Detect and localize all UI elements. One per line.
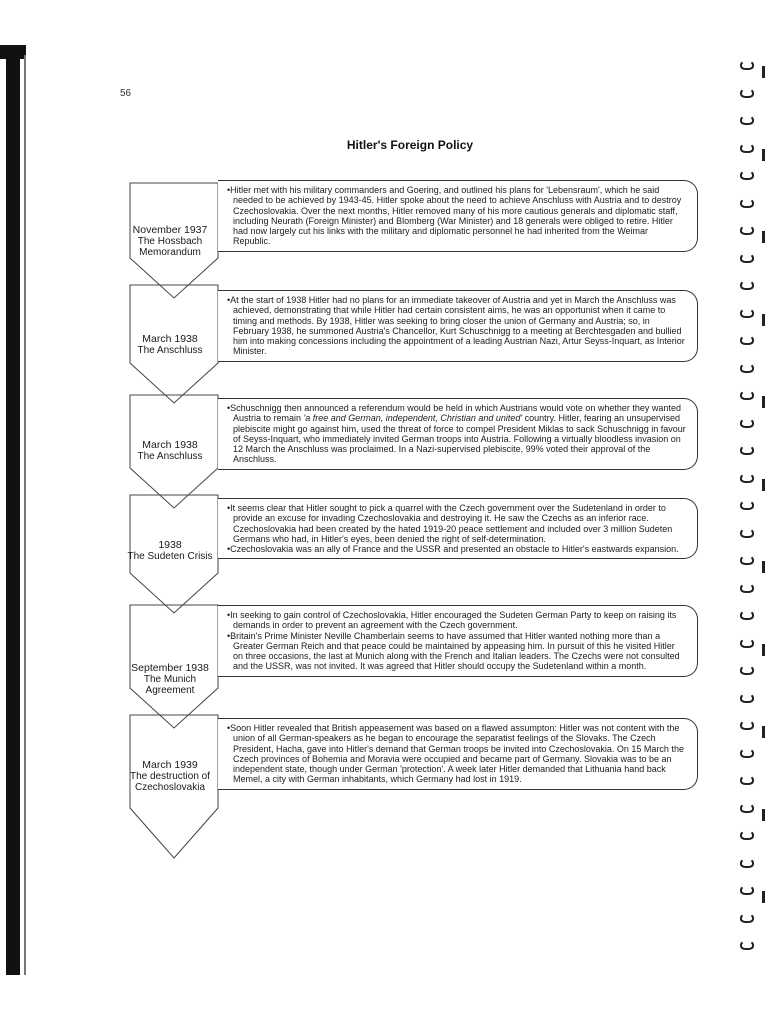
timeline-label: [120, 440, 220, 462]
binder-ring: [740, 665, 754, 675]
binder-tick: [762, 149, 765, 161]
binder-ring: [740, 583, 754, 593]
event-bullet: • At the start of 1938 Hitler had no plans for an immediate takeover of Austria and yet in March the Anschluss was achieved, demonstrating that while Hitler had certain consistent aims, he was an opportunist when it came to timing and methods. By 1938, Hitler was seeking to bring closer the union of Germany and Austria; so, in February 1938, he summoned Austria's Chancellor, Kurt Schuschnigg to a meeting at Berchtesgaden and bullied him into making concessions including the appointment of a leading Austrian Nazi, Artur Seyss-Inquart, as Interior Minister.: [226, 295, 687, 357]
event-name: The Munich Agreement: [143, 674, 197, 696]
event-date: November 1937: [132, 224, 208, 236]
binder-ring: [740, 60, 754, 70]
event-bullet: • In seeking to gain control of Czechoslovakia, Hitler encouraged the Sudeten German Party to keep on raising its demands in order to prevent an agreement with the Czech government.: [226, 610, 687, 631]
binder-ring: [740, 803, 754, 813]
event-date: September 1938: [131, 662, 209, 674]
event-box-czech-destruction: [218, 718, 698, 790]
quoted-phrase: 'a free and German, independent, Christian and united': [303, 413, 523, 424]
binder-tick: [762, 66, 765, 78]
binder-ring: [740, 390, 754, 400]
event-bullet: • Soon Hitler revealed that British appeasement was based on a flawed assumpton: Hitler was not content with the union of all German-speakers as he began to encourage the separatist feelings of the Slovaks. The Czech President, Hacha, gave into Hitler's demand that German troops be invited into Czechoslovakia. On 15 March the Czech provinces of Bohemia and Moravia were occupied and became part of Germany. Slovakia was to be an independent state, though under German 'protection'. A week later Hitler demanded that Lithuania hand back Memel, a city with German inhabitants, which Germany had lost in 1919.: [226, 723, 687, 785]
event-bullet: • Britain's Prime Minister Neville Chamberlain seems to have assumed that Hitler wanted nothing more than a Greater German Reich and that peace could be maintained by appeasing him. In pursuit of this he visited Hitler on three occasions, the last at Munich along with the French and Italian leaders. The Czechs were not consulted and the USSR, was not invited. It was agreed that Hitler should occupy the Sudetenland within a month.: [226, 631, 687, 672]
binder-ring: [740, 198, 754, 208]
binder-ring: [740, 225, 754, 235]
timeline-label: [120, 663, 220, 696]
binder-ring: [740, 555, 754, 565]
binder-ring: [740, 693, 754, 703]
binder-ring: [740, 88, 754, 98]
event-bullet: • Hitler met with his military commanders and Goering, and outlined his plans for 'Lebensraum', which he said needed to be achieved by 1943-45. Hitler spoke about the need to achieve Anschluss with Austria and to destroy Czechoslovakia. Over the next months, Hitler removed many of his more cautious generals and diplomatic staff, including Neurath (Foreign Minister) and Blomberg (War Minister) and 18 generals were obliged to retire. Hitler had now largely cut his links with the military and diplomatic personnel he had inherited from the Weimar Republic.: [226, 185, 687, 247]
event-date: March 1938: [142, 439, 198, 451]
timeline-label: [120, 760, 220, 793]
binder-ring: [740, 940, 754, 950]
binder-ring: [740, 748, 754, 758]
event-box-anschluss-1: [218, 290, 698, 362]
binder-ring: [740, 720, 754, 730]
binder-rings: [738, 60, 766, 980]
event-bullet: • Schuschnigg then announced a referendum would be held in which Austrians would vote on whether they wanted Austria to remain 'a free and German, independent, Christian and united' country. Hitler, fearing an unsupervised plebiscite might go against him, used the threat of force to compel President Miklas to sack Schuschnigg in favour of Seyss-Inquart, who immediately invited German troops into Austria. Following a virtually bloodless invasion on 12 March the Anschluss was proclaimed. In a Nazi-supervised plebiscite, 99% voted their approval of the Anschluss.: [226, 403, 687, 465]
binder-ring: [740, 528, 754, 538]
binder-ring: [740, 170, 754, 180]
binder-tick: [762, 644, 765, 656]
binder-ring: [740, 143, 754, 153]
event-name: The Hossbach Memorandum: [137, 236, 203, 258]
event-bullet: • Czechoslovakia was an ally of France and the USSR and presented an obstacle to Hitler's eastwards expansion.: [226, 544, 687, 554]
page-number: 56: [120, 88, 132, 99]
timeline-label: [120, 540, 220, 562]
binder-ring: [740, 418, 754, 428]
binder-ring: [740, 858, 754, 868]
event-name: The Anschluss: [137, 451, 203, 462]
binder-ring: [740, 500, 754, 510]
binder-ring: [740, 280, 754, 290]
event-box-hossbach: [218, 180, 698, 252]
event-name: The Anschluss: [137, 345, 203, 356]
binder-ring: [740, 363, 754, 373]
binder-ring: [740, 473, 754, 483]
event-box-sudeten-crisis: [218, 498, 698, 559]
binder-tick: [762, 726, 765, 738]
binder-ring: [740, 638, 754, 648]
event-name: The Sudeten Crisis: [127, 551, 213, 562]
binder-tick: [762, 561, 765, 573]
timeline-label: [120, 225, 220, 258]
binder-ring: [740, 115, 754, 125]
binder-ring: [740, 913, 754, 923]
binder-tick: [762, 396, 765, 408]
timeline-label: [120, 334, 220, 356]
event-date: 1938: [158, 539, 182, 551]
event-name: The destruction of Czechoslovakia: [129, 771, 211, 793]
page-title: Hitler's Foreign Policy: [346, 138, 474, 152]
binder-tick: [762, 479, 765, 491]
binder-ring: [740, 335, 754, 345]
binder-ring: [740, 308, 754, 318]
event-bullet: • It seems clear that Hitler sought to pick a quarrel with the Czech government over the Sudetenland in order to provide an excuse for invading Czechoslovakia and destroying it. He saw the Czechs as an inferior race. Czechoslovakia had been created by the hated 1919-20 peace settlement and included over 3 million Sudeten Germans who had, in Hitler's eyes, been denied the right of self-determination.: [226, 503, 687, 544]
event-date: March 1939: [142, 759, 198, 771]
binder-ring: [740, 445, 754, 455]
binder-ring: [740, 775, 754, 785]
binder-ring: [740, 253, 754, 263]
binder-ring: [740, 610, 754, 620]
binder-tick: [762, 314, 765, 326]
binder-tick: [762, 809, 765, 821]
binder-ring: [740, 830, 754, 840]
event-box-munich-agreement: [218, 605, 698, 677]
binder-tick: [762, 231, 765, 243]
event-box-anschluss-2: [218, 398, 698, 470]
event-date: March 1938: [142, 333, 198, 345]
binder-ring: [740, 885, 754, 895]
binder-tick: [762, 891, 765, 903]
